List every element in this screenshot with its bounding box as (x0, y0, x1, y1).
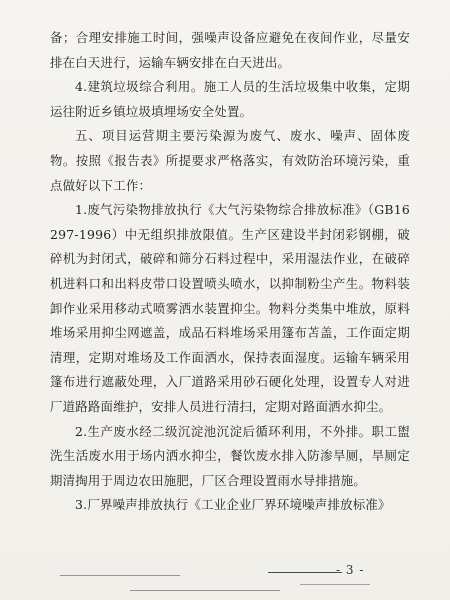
page-number: - 3 - (336, 563, 365, 577)
bleed-through-line (60, 575, 180, 576)
paragraph-noise-standard: 3.厂界噪声排放执行《工业企业厂界环境噪声排放标准》 (75, 497, 391, 513)
bleed-through-line (300, 584, 370, 585)
paragraph-waste-gas: 1.废气污染物排放执行《大气污染物综合排放标准》（GB16297-1996）中无组织排放限值。生产区建设半封闭彩钢棚，破碎机为封闭式，破碎和筛分石料过程中，采用湿法作业，在破碎机进料口和出料皮带口设置喷头喷水，以抑制粉尘产生。物料装卸作业采用移动式喷雾洒水装置抑尘。物料分类集中堆放，原料堆场采用抑尘网遮盖，成品石料堆场采用篷布苫盖，工作面定期清理，定期对堆场及工作面洒水，保持表面湿度。运输车辆采用篷布进行遮蔽处理，入厂道路采用砂石硬化处理，设置专人对进厂道路路面维护，安排人员进行清扫，定期对路面洒水抑尘。 (50, 202, 410, 414)
paragraph-operation-pollution-sources: 五、项目运营期主要污染源为废气、废水、噪声、固体废物。按照《报告表》所提要求严格落实，有效防治环境污染，重点做好以下工作： (50, 128, 410, 193)
document-body (50, 26, 410, 518)
paragraph-construction-noise: 备；合理安排施工时间，强噪声设备应避免在夜间作业，尽量安排在白天进行，运输车辆安排在白天进出。 (50, 30, 410, 70)
paragraph-waste-water: 2.生产废水经二级沉淀池沉淀后循环利用，不外排。职工盥洗生活废水用于场内洒水抑尘，餐饮废水排入防渗旱厕，旱厕定期清掏用于周边农田施肥，厂区合理设置雨水导排措施。 (50, 423, 410, 488)
bleed-through-line (130, 590, 280, 591)
paragraph-construction-waste: 4.建筑垃圾综合利用。施工人员的生活垃圾集中收集，定期运往附近乡镇垃圾填埋场安全处置。 (50, 79, 410, 119)
page-number-underline (268, 572, 342, 573)
